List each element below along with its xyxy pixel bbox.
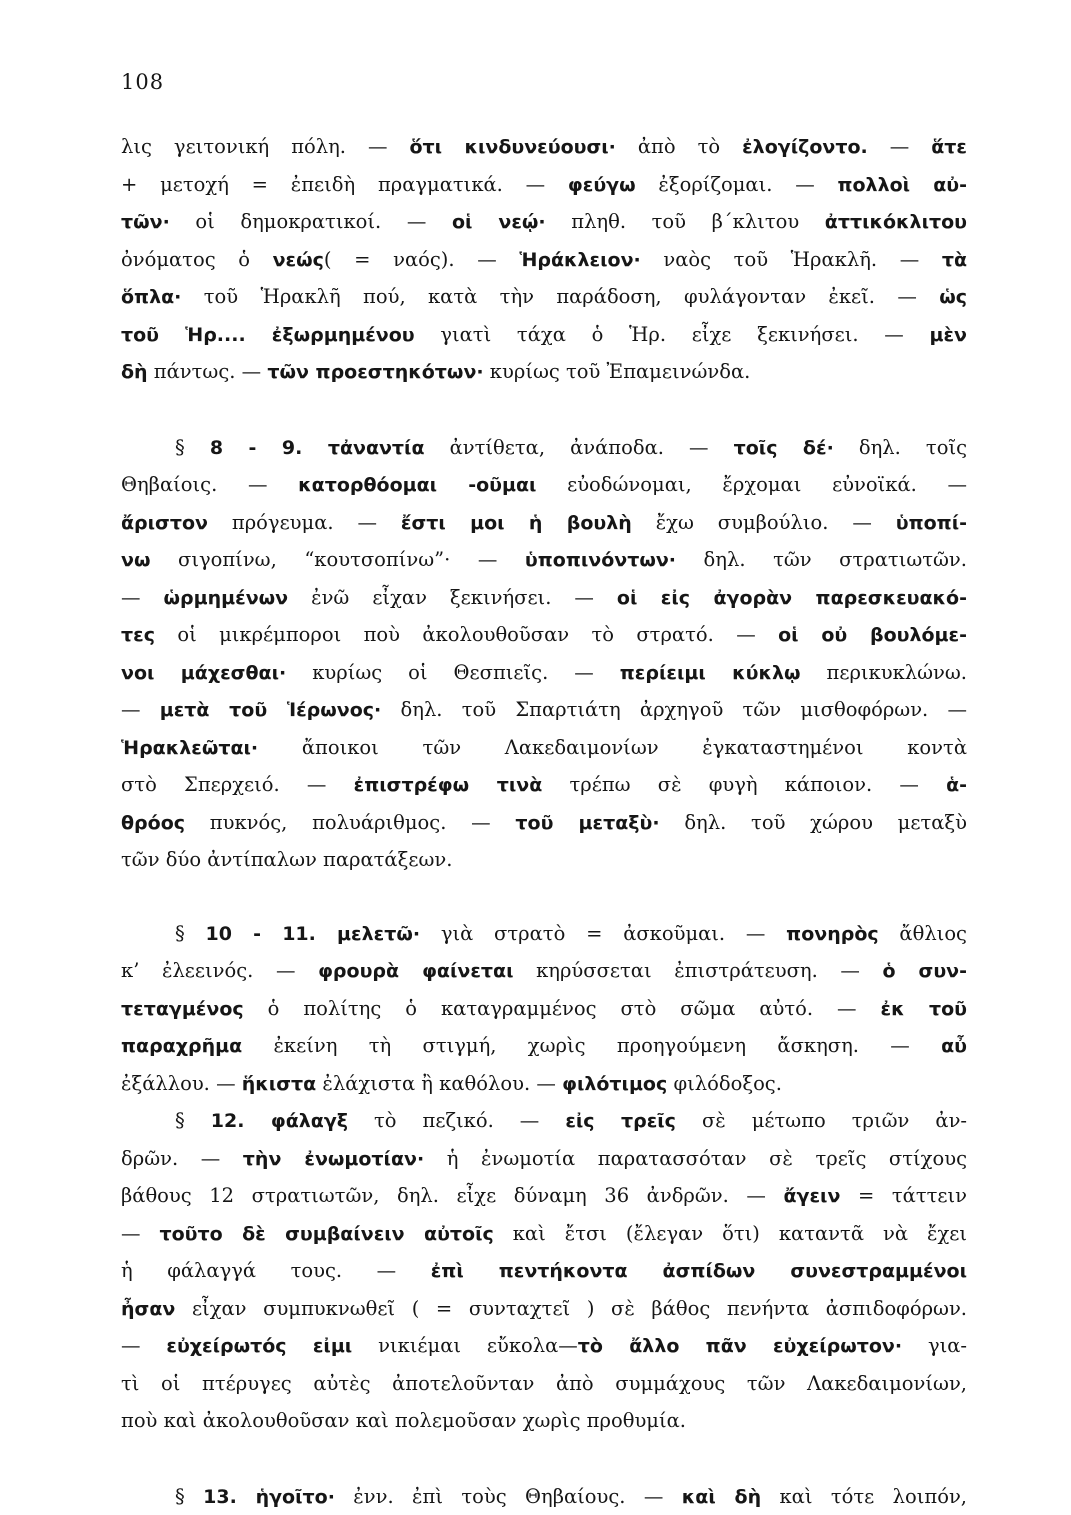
lemma-term: Ἡρακλεῶται· <box>121 737 258 759</box>
commentary-section-13 <box>121 1478 967 1515</box>
lemma-term: Ἡράκλειον· <box>519 249 640 271</box>
text-line <box>121 729 967 767</box>
lemma-term: ἄριστον <box>121 512 208 534</box>
text-line <box>121 841 967 879</box>
lemma-term: νω <box>121 549 150 571</box>
gloss-text: ἔχω συμβούλιο. — <box>632 511 896 534</box>
gloss-text: ἐνν. ἐπὶ τοὺς Θηβαίους. — <box>335 1485 682 1508</box>
gloss-text: δρῶν. — <box>121 1147 243 1170</box>
gloss-text: § <box>175 1109 211 1132</box>
lemma-term: ὑποπινόντων· <box>525 549 676 571</box>
commentary-text <box>121 128 967 1515</box>
commentary-section-continuation <box>121 128 967 391</box>
text-line <box>121 466 967 504</box>
gloss-text: καὶ τότε λοιπόν, <box>761 1485 967 1508</box>
lemma-term: ἦσαν <box>121 1298 175 1320</box>
gloss-text: ἄθλιος <box>879 922 967 945</box>
lemma-term: ἀττικόκλιτου <box>825 211 967 233</box>
lemma-term: τεταγμένος <box>121 998 244 1020</box>
lemma-term: οἱ νεῴ· <box>452 211 546 233</box>
lemma-term: οἱ οὐ βουλόμε- <box>778 624 967 646</box>
gloss-text: ἀπὸ τὸ <box>616 135 742 158</box>
lemma-term: ἔστι μοι ἡ βουλὴ <box>401 512 632 534</box>
text-line <box>121 1065 967 1103</box>
lemma-term: φιλότιμος <box>562 1073 667 1095</box>
lemma-term: τοῦ Ἡρ.... ἐξωρμημένου <box>121 324 415 346</box>
text-line <box>121 616 967 654</box>
lemma-term: τοῖς δέ· <box>734 437 834 459</box>
gloss-text: κυρίως τοῦ Ἐπαμεινώνδα. <box>484 360 751 383</box>
lemma-term: τὰ <box>942 249 967 271</box>
gloss-text: ἐξορίζομαι. — <box>636 173 838 196</box>
gloss-text: δηλ. τῶν στρατιωτῶν. <box>676 548 967 571</box>
lemma-term: νοι μάχεσθαι· <box>121 662 286 684</box>
lemma-term: ὑποπί- <box>896 512 967 534</box>
gloss-text: § <box>175 436 210 459</box>
lemma-term: 10 - 11. μελετῶ· <box>206 923 421 945</box>
text-line <box>121 278 967 316</box>
lemma-term: εἰς τρεῖς <box>565 1110 676 1132</box>
lemma-term: ἁ- <box>946 774 967 796</box>
text-line <box>121 1102 967 1140</box>
text-line <box>121 203 967 241</box>
gloss-text: τοῦ Ἡρακλῆ πού, κατὰ τὴν παράδοση, φυλάγονταν ἐκεῖ. — <box>181 285 939 308</box>
text-line <box>121 579 967 617</box>
lemma-term: τοῦτο δὲ συμβαίνειν αὐτοῖς <box>159 1223 493 1245</box>
gloss-text: εὐοδώνομαι, ἔρχομαι εὐνοϊκά. — <box>536 473 967 496</box>
gloss-text: κυρίως οἱ Θεσπιεῖς. — <box>286 661 620 684</box>
gloss-text: περικυκλώνω. <box>801 661 967 684</box>
gloss-text: βάθους 12 στρατιωτῶν, δηλ. εἶχε δύναμη 36 ἀνδρῶν. — <box>121 1184 783 1207</box>
text-line <box>121 1478 967 1515</box>
gloss-text: — <box>121 1334 166 1357</box>
text-line <box>121 504 967 542</box>
gloss-text: ἀντίθετα, ἀνάποδα. — <box>425 436 734 459</box>
lemma-term: τες <box>121 624 155 646</box>
gloss-text: ἐξάλλου. — <box>121 1072 242 1095</box>
lemma-term: δὴ <box>121 361 148 383</box>
gloss-text: ( = ναός). — <box>324 248 519 271</box>
text-line <box>121 1327 967 1365</box>
gloss-text: § <box>175 1485 203 1508</box>
gloss-text: ἐλάχιστα ἢ καθόλου. — <box>316 1072 562 1095</box>
gloss-text: κ’ ἐλεεινός. — <box>121 959 318 982</box>
lemma-term: αὖ <box>941 1035 967 1057</box>
lemma-term: ὡς <box>939 286 967 308</box>
lemma-term: θρόος <box>121 812 185 834</box>
gloss-text: καὶ ἔτσι (ἔλεγαν ὅτι) καταντᾶ νὰ ἔχει <box>494 1222 967 1245</box>
gloss-text: — <box>868 135 932 158</box>
text-line <box>121 804 967 842</box>
gloss-text: για- <box>902 1334 967 1357</box>
gloss-text: Θηβαίοις. — <box>121 473 298 496</box>
text-line <box>121 541 967 579</box>
text-line <box>121 1365 967 1403</box>
lemma-term: οἱ εἰς ἀγορὰν παρεσκευακό- <box>617 587 967 609</box>
commentary-section-8-9 <box>121 429 967 879</box>
lemma-term: τῶν προεστηκότων· <box>267 361 483 383</box>
gloss-text: ἐνῶ εἶχαν ξεκινήσει. — <box>288 586 617 609</box>
text-line <box>121 915 967 953</box>
gloss-text: τὶ οἱ πτέρυγες αὐτὲς ἀποτελοῦνταν ἀπὸ συμμάχους τῶν Λακεδαιμονίων, <box>121 1372 967 1395</box>
gloss-text: νικιέμαι εὔκολα— <box>352 1334 578 1357</box>
gloss-text: — <box>121 698 160 721</box>
gloss-text: ἡ φάλαγγά τους. — <box>121 1259 431 1282</box>
text-line <box>121 1215 967 1253</box>
text-line <box>121 353 967 391</box>
lemma-term: περίειμι κύκλῳ <box>620 662 801 684</box>
text-line <box>121 316 967 354</box>
gloss-text: τὸ πεζικό. — <box>348 1109 565 1132</box>
gloss-text: — <box>121 586 164 609</box>
gloss-text: κηρύσσεται ἐπιστράτευση. — <box>514 959 883 982</box>
text-line <box>121 952 967 990</box>
gloss-text: ποὺ καὶ ἀκολουθοῦσαν καὶ πολεμοῦσαν χωρὶς προθυμία. <box>121 1409 686 1432</box>
gloss-text: § <box>175 922 206 945</box>
gloss-text: ἐκείνη τὴ στιγμή, χωρὶς προηγούμενη ἄσκηση. — <box>242 1034 941 1057</box>
text-line <box>121 1252 967 1290</box>
lemma-term: τὸ ἄλλο πᾶν εὐχείρωτον· <box>578 1335 902 1357</box>
lemma-term: μὲν <box>930 324 968 346</box>
text-line <box>121 1027 967 1065</box>
lemma-term: ἅτε <box>931 136 967 158</box>
gloss-text: τῶν δύο ἀντίπαλων παρατάξεων. <box>121 848 452 871</box>
lemma-term: τοῦ μεταξὺ· <box>515 812 659 834</box>
gloss-text: εἶχαν συμπυκνωθεῖ ( = συνταχτεῖ ) σὲ βάθος πενήντα ἀσπιδοφόρων. <box>175 1297 967 1320</box>
lemma-term: 12. φάλαγξ <box>211 1110 348 1132</box>
lemma-term: τῶν· <box>121 211 170 233</box>
lemma-term: πονηρὸς <box>786 923 878 945</box>
text-line <box>121 166 967 204</box>
gloss-text: δηλ. τοῦ Σπαρτιάτη ἀρχηγοῦ τῶν μισθοφόρων. — <box>381 698 967 721</box>
lemma-term: ἐλογίζοντο. <box>742 136 868 158</box>
gloss-text: + μετοχή = ἐπειδὴ πραγματικά. — <box>121 173 568 196</box>
commentary-section-10-12 <box>121 915 967 1440</box>
lemma-term: τὴν ἐνωμοτίαν· <box>243 1148 424 1170</box>
gloss-text: δηλ. τοῖς <box>834 436 967 459</box>
lemma-term: ὅπλα· <box>121 286 181 308</box>
text-line <box>121 1140 967 1178</box>
lemma-term: πολλοὶ αὐ- <box>837 174 967 196</box>
gloss-text: οἱ μικρέμποροι ποὺ ἀκολουθοῦσαν τὸ στρατό. — <box>155 623 778 646</box>
lemma-term: ἥκιστα <box>242 1073 316 1095</box>
lemma-term: κατορθόομαι -οῦμαι <box>298 474 536 496</box>
text-line <box>121 429 967 467</box>
lemma-term: φρουρὰ φαίνεται <box>318 960 513 982</box>
text-line <box>121 241 967 279</box>
gloss-text: πρόγευμα. — <box>208 511 401 534</box>
gloss-text: δηλ. τοῦ χώρου μεταξὺ <box>660 811 967 834</box>
gloss-text: — <box>121 1222 159 1245</box>
lemma-term: 8 - 9. τἀναντία <box>210 437 425 459</box>
text-line <box>121 766 967 804</box>
lemma-term: ὁ συν- <box>882 960 967 982</box>
gloss-text: φιλόδοξος. <box>667 1072 782 1095</box>
gloss-text: ὀνόματος ὁ <box>121 248 273 271</box>
gloss-text: σιγοπίνω, “κουτσοπίνω”· — <box>150 548 524 571</box>
lemma-term: ὅτι κινδυνεύουσι· <box>410 136 616 158</box>
text-line <box>121 1177 967 1215</box>
text-line <box>121 691 967 729</box>
gloss-text: = τάττειν <box>840 1184 967 1207</box>
text-line <box>121 654 967 692</box>
text-line <box>121 1290 967 1328</box>
page-number: 108 <box>121 70 164 94</box>
text-line <box>121 1402 967 1440</box>
lemma-term: παραχρῆμα <box>121 1035 242 1057</box>
lemma-term: ὡρμημένων <box>164 587 289 609</box>
lemma-term: ἄγειν <box>783 1185 840 1207</box>
lemma-term: ἐπὶ πεντήκοντα ἀσπίδων συνεστραμμένοι <box>431 1260 967 1282</box>
gloss-text: γιατὶ τάχα ὁ Ἡρ. εἶχε ξεκινήσει. — <box>415 323 930 346</box>
lemma-term: φεύγω <box>568 174 636 196</box>
gloss-text: τρέπω σὲ φυγὴ κάποιον. — <box>542 773 946 796</box>
gloss-text: ναὸς τοῦ Ἡρακλῆ. — <box>641 248 942 271</box>
gloss-text: γιὰ στρατὸ = ἀσκοῦμαι. — <box>420 922 786 945</box>
lemma-term: μετὰ τοῦ Ἱέρωνος· <box>160 699 382 721</box>
text-line <box>121 128 967 166</box>
lemma-term: ἐπιστρέφω τινὰ <box>354 774 543 796</box>
gloss-text: πάντως. — <box>148 360 268 383</box>
gloss-text: ὁ πολίτης ὁ καταγραμμένος στὸ σῶμα αὐτό. — <box>244 997 881 1020</box>
gloss-text: ἡ ἐνωμοτία παρατασσόταν σὲ τρεῖς στίχους <box>424 1147 967 1170</box>
text-line <box>121 990 967 1028</box>
lemma-term: καὶ δὴ <box>682 1486 761 1508</box>
gloss-text: στὸ Σπερχειό. — <box>121 773 354 796</box>
gloss-text: πυκνός, πολυάριθμος. — <box>185 811 515 834</box>
lemma-term: 13. ἡγοῖτο· <box>203 1486 335 1508</box>
gloss-text: σὲ μέτωπο τριῶν ἀν- <box>676 1109 967 1132</box>
lemma-term: ἐκ τοῦ <box>881 998 967 1020</box>
gloss-text: πληθ. τοῦ β΄κλιτου <box>546 210 825 233</box>
lemma-term: νεώς <box>273 249 324 271</box>
gloss-text: λις γειτονική πόλη. — <box>121 135 410 158</box>
lemma-term: εὐχείρωτός εἰμι <box>166 1335 352 1357</box>
gloss-text: οἱ δημοκρατικοί. — <box>170 210 452 233</box>
gloss-text: ἄποικοι τῶν Λακεδαιμονίων ἐγκαταστημένοι κοντὰ <box>258 736 967 759</box>
